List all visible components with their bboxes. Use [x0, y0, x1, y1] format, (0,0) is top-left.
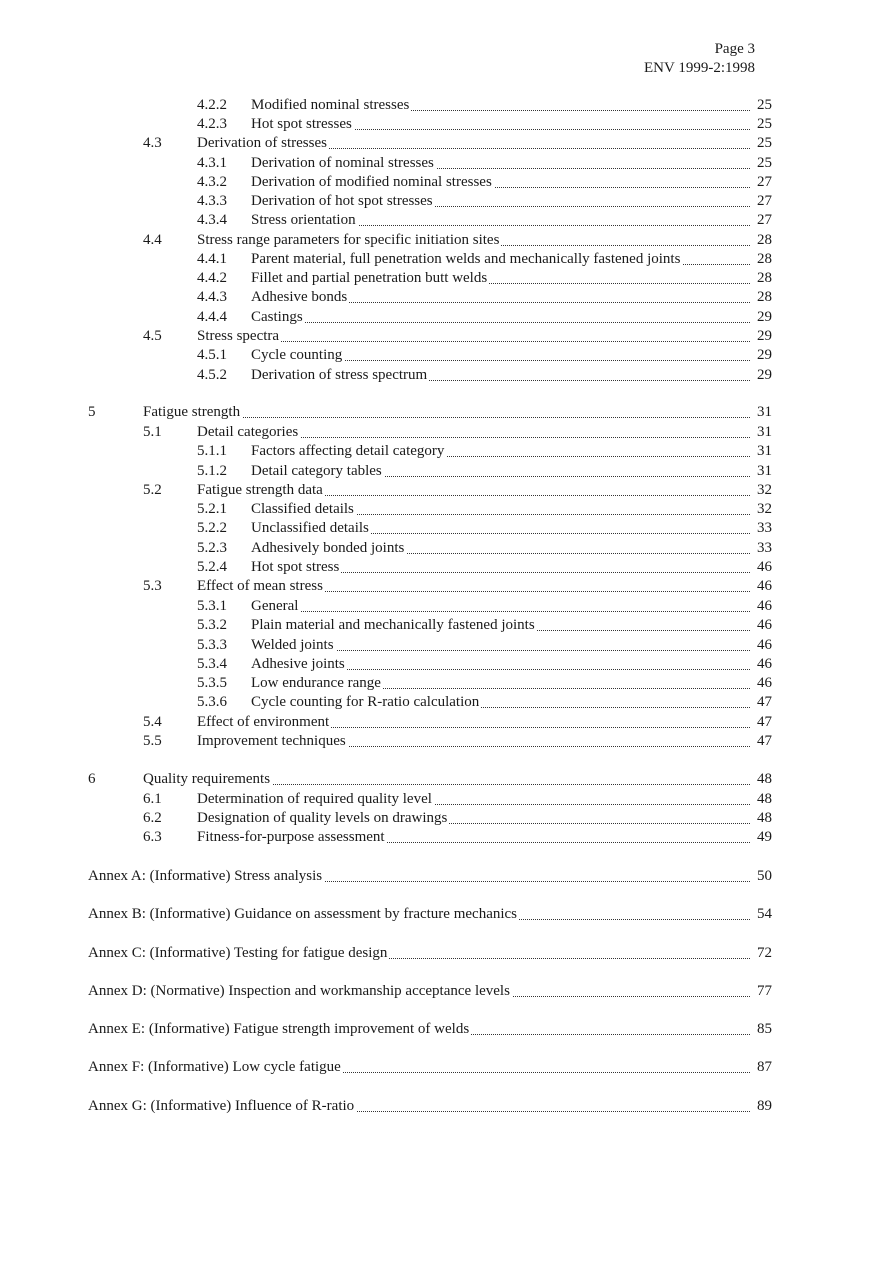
- toc-entry-number: 4.5.1: [197, 347, 227, 363]
- toc-entry-number: 5.2: [143, 482, 162, 498]
- toc-entry-title: Fatigue strength: [143, 404, 241, 420]
- toc-entry-title: Low endurance range: [251, 675, 381, 691]
- toc-entry-page: 32: [750, 500, 772, 519]
- toc-entry[interactable]: [0, 173, 893, 192]
- toc-entry-title: Determination of required quality level: [197, 791, 432, 807]
- toc-entry[interactable]: [0, 519, 893, 538]
- toc-entry[interactable]: [0, 790, 893, 809]
- toc-entry[interactable]: [0, 500, 893, 519]
- toc-entry-title: Hot spot stresses: [251, 116, 352, 132]
- toc-entry[interactable]: [0, 462, 893, 481]
- toc-entry-number: 6.1: [143, 791, 162, 807]
- toc-entry-title: Cycle counting for R-ratio calculation: [251, 694, 480, 710]
- toc-entry-number: 5.3.5: [197, 675, 227, 691]
- toc-entry-number: 4.4.3: [197, 289, 227, 305]
- standard-code: ENV 1999-2:1998: [644, 60, 755, 76]
- toc-entry-page: 27: [750, 173, 772, 192]
- toc-entry-page: 25: [750, 115, 772, 134]
- toc-entry-title: Detail categories: [197, 424, 299, 440]
- toc-entry-page: 25: [750, 134, 772, 153]
- toc-entry-page: 28: [750, 231, 772, 250]
- toc-entry-page: 48: [750, 790, 772, 809]
- toc-dot-leader: [251, 308, 750, 323]
- toc-entry-title: Annex F: (Informative) Low cycle fatigue: [88, 1059, 341, 1075]
- toc-entry[interactable]: [0, 192, 893, 211]
- toc-entry-page: 28: [750, 250, 772, 269]
- toc-entry-title: Annex E: (Informative) Fatigue strength improvement of welds: [88, 1021, 470, 1037]
- toc-entry-page: 72: [750, 944, 772, 963]
- toc-entry-number: 5.3.6: [197, 694, 227, 710]
- toc-entry[interactable]: [0, 308, 893, 327]
- toc-entry-number: 4.3.2: [197, 174, 227, 190]
- toc-annex-entry[interactable]: [0, 1097, 893, 1116]
- toc-entry-page: 46: [750, 616, 772, 635]
- toc-entry-page: 48: [750, 770, 772, 789]
- toc-entry-title: Fillet and partial penetration butt welds: [251, 270, 488, 286]
- toc-entry-title: Castings: [251, 309, 303, 325]
- toc-dot-leader: [251, 597, 750, 612]
- toc-entry-page: 29: [750, 346, 772, 365]
- toc-entry-title: Annex A: (Informative) Stress analysis: [88, 868, 323, 884]
- toc-entry-page: 33: [750, 519, 772, 538]
- toc-entry[interactable]: [0, 770, 893, 789]
- toc-entry-number: 6.2: [143, 810, 162, 826]
- toc-entry-number: 5.3: [143, 578, 162, 594]
- toc-entry[interactable]: [0, 403, 893, 422]
- toc-entry-number: 4.4.4: [197, 309, 227, 325]
- toc-entry-number: 5.3.1: [197, 598, 227, 614]
- toc-entry-title: General: [251, 598, 299, 614]
- toc-entry-page: 77: [750, 982, 772, 1001]
- toc-entry[interactable]: [0, 577, 893, 596]
- toc-entry[interactable]: [0, 539, 893, 558]
- toc-entry[interactable]: [0, 288, 893, 307]
- toc-entry-number: 5.3.3: [197, 637, 227, 653]
- toc-entry-page: 25: [750, 154, 772, 173]
- toc-entry-page: 29: [750, 366, 772, 385]
- toc-entry[interactable]: [0, 211, 893, 230]
- toc-entry-number: 5.4: [143, 714, 162, 730]
- toc-entry-number: 6: [88, 771, 96, 787]
- toc-entry-number: 5.1.1: [197, 443, 227, 459]
- toc-entry-number: 5.1: [143, 424, 162, 440]
- page-header: [644, 40, 755, 78]
- toc-entry-number: 5: [88, 404, 96, 420]
- toc-entry-title: Fatigue strength data: [197, 482, 323, 498]
- toc-entry-page: 32: [750, 481, 772, 500]
- toc-entry-page: 31: [750, 403, 772, 422]
- toc-entry-title: Detail category tables: [251, 463, 382, 479]
- toc-entry-title: Parent material, full penetration welds and mechanically fastened joints: [251, 251, 681, 267]
- toc-entry-title: Cycle counting: [251, 347, 343, 363]
- toc-entry-page: 28: [750, 269, 772, 288]
- toc-entry-page: 49: [750, 828, 772, 847]
- toc-entry[interactable]: [0, 616, 893, 635]
- toc-entry-title: Stress range parameters for specific initiation sites: [197, 232, 500, 248]
- toc-entry-page: 29: [750, 327, 772, 346]
- toc-entry-page: 33: [750, 539, 772, 558]
- toc-entry[interactable]: [0, 231, 893, 250]
- toc-entry-page: 46: [750, 636, 772, 655]
- toc-entry-title: Adhesively bonded joints: [251, 540, 405, 556]
- toc-entry-page: 46: [750, 597, 772, 616]
- toc-entry-title: Annex B: (Informative) Guidance on assessment by fracture mechanics: [88, 906, 518, 922]
- toc-entry[interactable]: [0, 134, 893, 153]
- toc-entry-page: 29: [750, 308, 772, 327]
- toc-entry-title: Annex D: (Normative) Inspection and workmanship acceptance levels: [88, 983, 510, 999]
- toc-entry-number: 5.3.4: [197, 656, 227, 672]
- page-number: Page 3: [714, 41, 755, 57]
- toc-entry-title: Annex G: (Informative) Influence of R-ratio: [88, 1098, 355, 1114]
- toc-entry-page: 48: [750, 809, 772, 828]
- toc-entry-title: Fitness-for-purpose assessment: [197, 829, 385, 845]
- toc-entry-title: Hot spot stress: [251, 559, 340, 575]
- toc-entry-title: Stress spectra: [197, 328, 280, 344]
- toc-entry[interactable]: [0, 346, 893, 365]
- toc-entry-page: 25: [750, 96, 772, 115]
- toc-entry-number: 4.5.2: [197, 367, 227, 383]
- toc-entry[interactable]: [0, 636, 893, 655]
- toc-entry-page: 85: [750, 1020, 772, 1039]
- toc-entry-number: 4.4.2: [197, 270, 227, 286]
- toc-entry-page: 47: [750, 732, 772, 751]
- toc-entry-page: 47: [750, 693, 772, 712]
- toc-entry-title: Modified nominal stresses: [251, 97, 410, 113]
- toc-entry-number: 6.3: [143, 829, 162, 845]
- toc-entry-page: 31: [750, 423, 772, 442]
- toc-entry-title: Annex C: (Informative) Testing for fatigue design: [88, 945, 388, 961]
- toc-entry[interactable]: [0, 809, 893, 828]
- toc-entry-title: Derivation of modified nominal stresses: [251, 174, 492, 190]
- toc-entry[interactable]: [0, 655, 893, 674]
- toc-entry-page: 54: [750, 905, 772, 924]
- toc-entry-page: 46: [750, 558, 772, 577]
- toc-entry-number: 4.4: [143, 232, 162, 248]
- toc-entry-title: Plain material and mechanically fastened joints: [251, 617, 535, 633]
- toc-entry[interactable]: [0, 366, 893, 385]
- toc-entry-title: Classified details: [251, 501, 354, 517]
- toc-entry-title: Stress orientation: [251, 212, 356, 228]
- toc-entry-title: Derivation of nominal stresses: [251, 155, 434, 171]
- toc-entry[interactable]: [0, 481, 893, 500]
- toc-entry-title: Adhesive bonds: [251, 289, 348, 305]
- toc-entry-number: 5.2.1: [197, 501, 227, 517]
- toc-entry-page: 46: [750, 655, 772, 674]
- toc-entry-title: Welded joints: [251, 637, 334, 653]
- toc-entry-number: 5.2.3: [197, 540, 227, 556]
- toc-entry[interactable]: [0, 828, 893, 847]
- toc-entry[interactable]: [0, 327, 893, 346]
- toc-entry-title: Derivation of stresses: [197, 135, 327, 151]
- toc-entry[interactable]: [0, 154, 893, 173]
- toc-entry-title: Quality requirements: [143, 771, 271, 787]
- toc-entry-page: 31: [750, 462, 772, 481]
- toc-annex-entry[interactable]: [0, 1020, 893, 1039]
- toc-entry-number: 4.3.1: [197, 155, 227, 171]
- toc-entry[interactable]: [0, 269, 893, 288]
- toc-entry-page: 50: [750, 867, 772, 886]
- toc-entry-number: 4.3: [143, 135, 162, 151]
- toc-entry-number: 5.2.2: [197, 520, 227, 536]
- toc-entry-page: 27: [750, 192, 772, 211]
- toc-entry[interactable]: [0, 115, 893, 134]
- toc-entry-title: Designation of quality levels on drawings: [197, 810, 448, 826]
- toc-entry[interactable]: [0, 423, 893, 442]
- toc-entry[interactable]: [0, 732, 893, 751]
- toc-entry[interactable]: [0, 693, 893, 712]
- toc-annex-entry[interactable]: [0, 867, 893, 886]
- toc-entry-number: 4.4.1: [197, 251, 227, 267]
- toc-annex-entry[interactable]: [0, 982, 893, 1001]
- toc-entry-number: 4.2.2: [197, 97, 227, 113]
- toc-entry-number: 5.1.2: [197, 463, 227, 479]
- toc-entry-title: Derivation of hot spot stresses: [251, 193, 433, 209]
- toc-entry[interactable]: [0, 442, 893, 461]
- toc-entry-title: Factors affecting detail category: [251, 443, 445, 459]
- toc-entry-page: 47: [750, 713, 772, 732]
- toc-entry[interactable]: [0, 713, 893, 732]
- toc-entry-number: 5.2.4: [197, 559, 227, 575]
- toc-entry-page: 46: [750, 674, 772, 693]
- toc-annex-entry[interactable]: [0, 905, 893, 924]
- toc-entry-number: 4.2.3: [197, 116, 227, 132]
- toc-entry[interactable]: [0, 250, 893, 269]
- toc-entry-page: 31: [750, 442, 772, 461]
- toc-entry-page: 27: [750, 211, 772, 230]
- toc-annex-entry[interactable]: [0, 944, 893, 963]
- toc-entry-number: 5.5: [143, 733, 162, 749]
- toc-entry-number: 4.5: [143, 328, 162, 344]
- toc-entry-title: Improvement techniques: [197, 733, 346, 749]
- toc-entry-page: 28: [750, 288, 772, 307]
- toc-entry-number: 5.3.2: [197, 617, 227, 633]
- toc-entry[interactable]: [0, 96, 893, 115]
- toc-entry[interactable]: [0, 558, 893, 577]
- toc-entry-number: 4.3.4: [197, 212, 227, 228]
- toc-entry-page: 87: [750, 1058, 772, 1077]
- toc-entry[interactable]: [0, 674, 893, 693]
- toc-entry-title: Adhesive joints: [251, 656, 345, 672]
- toc-entry-page: 46: [750, 577, 772, 596]
- toc-entry-title: Unclassified details: [251, 520, 369, 536]
- toc-entry-title: Effect of environment: [197, 714, 330, 730]
- toc-entry-title: Derivation of stress spectrum: [251, 367, 428, 383]
- toc-entry-title: Effect of mean stress: [197, 578, 323, 594]
- toc-entry[interactable]: [0, 597, 893, 616]
- toc-annex-entry[interactable]: [0, 1058, 893, 1077]
- toc-entry-number: 4.3.3: [197, 193, 227, 209]
- toc-entry-page: 89: [750, 1097, 772, 1116]
